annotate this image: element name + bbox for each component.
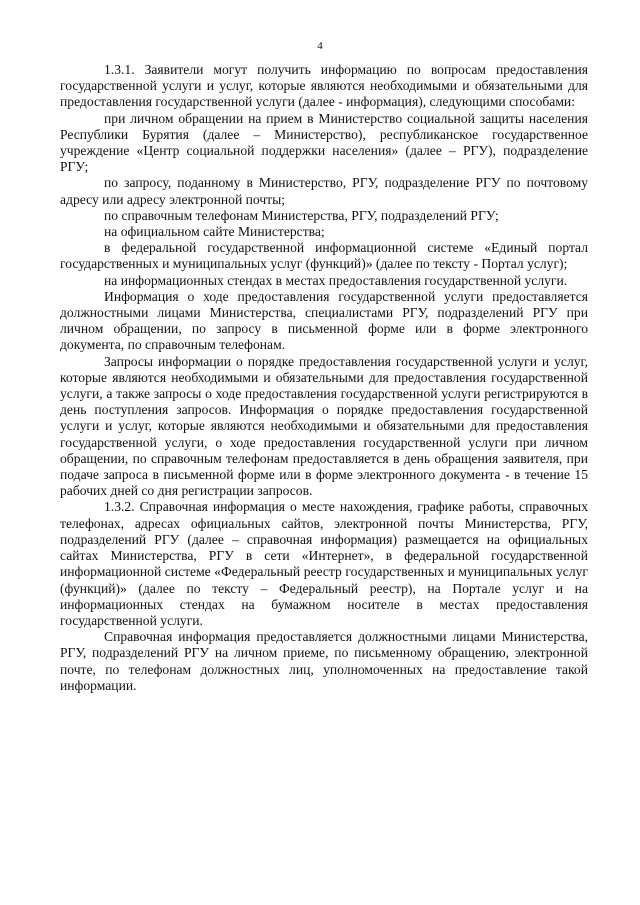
paragraph-phones: по справочным телефонам Министерства, РГУ, подразделений РГУ; <box>104 207 499 223</box>
page-number: 4 <box>317 40 323 52</box>
paragraph-reference-provision: Справочная информация предоставляется должностными лицами Министерства, РГУ, подразделений РГУ на личном приеме, по письменному обращению, электронной почте, по телефонам должностных лиц, уполномоченных на предоставление такой информации. <box>60 629 588 693</box>
paragraph-1-3-1-intro: 1.3.1. Заявители могут получить информацию по вопросам предоставления государственной услуги и услуг, которые являются необходимыми и обязательными для предоставления государственной услуги (далее - информация), следующими способами: <box>60 62 588 110</box>
document-body <box>60 62 588 694</box>
paragraph-official-site: на официальном сайте Министерства; <box>104 224 325 240</box>
paragraph-personal-visit: при личном обращении на прием в Министерство социальной защиты населения Республики Бурятия (далее – Министерство), республиканское государственное учреждение «Центр социальной поддержки населения» (далее – РГУ), подразделение РГУ; <box>60 110 588 175</box>
paragraph-info-stands: на информационных стендах в местах предоставления государственной услуги. <box>104 272 568 288</box>
paragraph-requests-registration: Запросы информации о порядке предоставления государственной услуги и услуг, которые являются необходимыми и обязательными для предоставления государственной услуги, а также запросы о ходе предоставления государственной услуги регистрируются в день поступления запросов. Информация о порядке предоставления государственной услуги и услуг, которые являются необходимыми и обязательными для предоставления государственной услуги, о ходе предоставления государственной услуги при личном обращении, по справочным телефонам предоставляется в день обращения заявителя, при подаче запроса в письменной форме или в форме электронного документа - в течение 15 рабочих дней со дня регистрации запросов. <box>60 353 588 499</box>
paragraph-1-3-2-reference-info: 1.3.2. Справочная информация о месте нахождения, графике работы, справочных телефонах, адресах официальных сайтов, электронной почты Министерства, РГУ, подразделений РГУ (далее – справочная информация) размещается на официальных сайтах Министерства, РГУ в сети «Интернет», в федеральной государственной информационной системе «Федеральный реестр государственных и муниципальных услуг (функций)» (далее по тексту – Федеральный реестр), на Портале услуг и на информационных стендах на бумажном носителе в местах предоставления государственной услуги. <box>60 499 588 628</box>
paragraph-progress-info: Информация о ходе предоставления государственной услуги предоставляется должностными лицами Министерства, специалистами РГУ, подразделений РГУ при личном обращении, по запросу в письменной форме или в форме электронного документа, по справочным телефонам. <box>60 288 588 353</box>
paragraph-unified-portal: в федеральной государственной информационной системе «Единый портал государственных и муниципальных услуг (функций)» (далее по тексту - Портал услуг); <box>60 240 588 272</box>
paragraph-written-request: по запросу, поданному в Министерство, РГУ, подразделение РГУ по почтовому адресу или адресу электронной почты; <box>60 175 588 207</box>
